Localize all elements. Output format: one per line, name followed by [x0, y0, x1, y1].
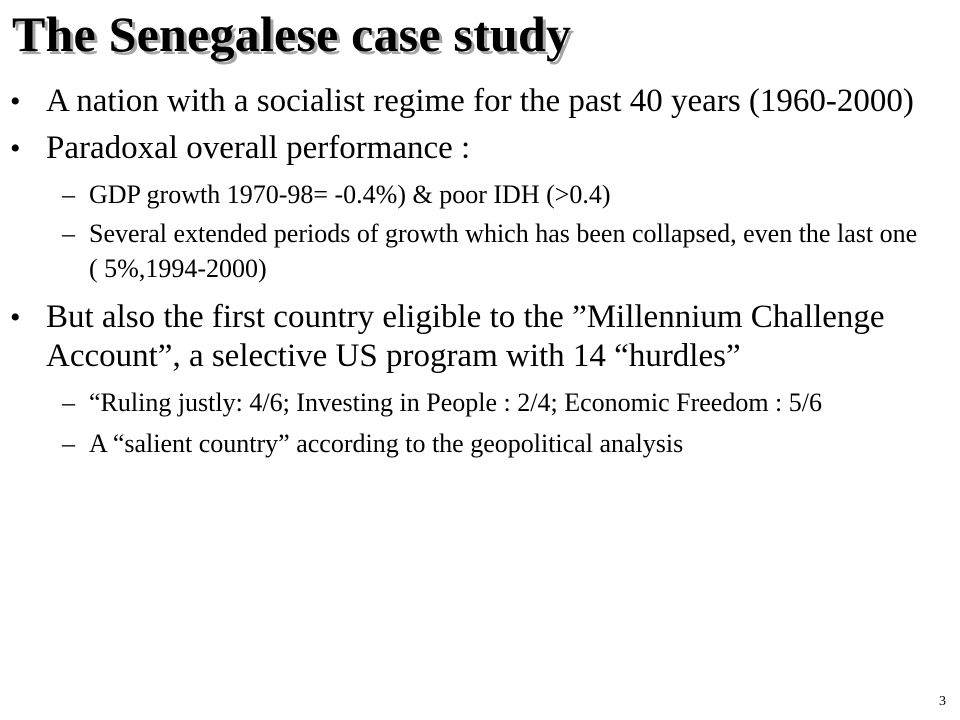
sub-bullet-item [0, 177, 960, 212]
bullet-marker: • [10, 132, 21, 165]
bullet-item [0, 82, 960, 121]
bullet-item [0, 129, 960, 168]
slide-title: The Senegalese case study [12, 6, 572, 62]
sub-bullet-marker: – [62, 219, 75, 248]
bullet-marker: • [10, 85, 21, 118]
sub-bullet-marker: – [62, 388, 75, 417]
page-number: 3 [939, 694, 946, 709]
bullet-list [0, 82, 960, 461]
sub-bullet-text: A “salient country” according to the geopolitical analysis [89, 429, 684, 458]
sub-bullet-item [0, 426, 960, 461]
sub-bullet-marker: – [62, 180, 75, 209]
bullet-text: Paradoxal overall performance : [46, 130, 471, 166]
bullet-marker: • [10, 301, 21, 334]
bullet-text: A nation with a socialist regime for the past 40 years (1960-2000) [46, 83, 914, 119]
bullet-item [0, 298, 960, 376]
sub-bullet-marker: – [62, 429, 75, 458]
bullet-text: But also the first country eligible to the ”Millennium Challenge Account”, a selective US program with 14 “hurdles” [46, 299, 885, 374]
sub-bullet-item [0, 216, 960, 286]
sub-bullet-text: GDP growth 1970-98= -0.4%) & poor IDH (>0.4) [89, 180, 611, 209]
sub-bullet-item [0, 385, 960, 420]
sub-bullet-text: “Ruling justly: 4/6; Investing in People : 2/4; Economic Freedom : 5/6 [89, 388, 822, 417]
sub-bullet-text: Several extended periods of growth which has been collapsed, even the last one ( 5%,1994-2000) [89, 219, 918, 283]
